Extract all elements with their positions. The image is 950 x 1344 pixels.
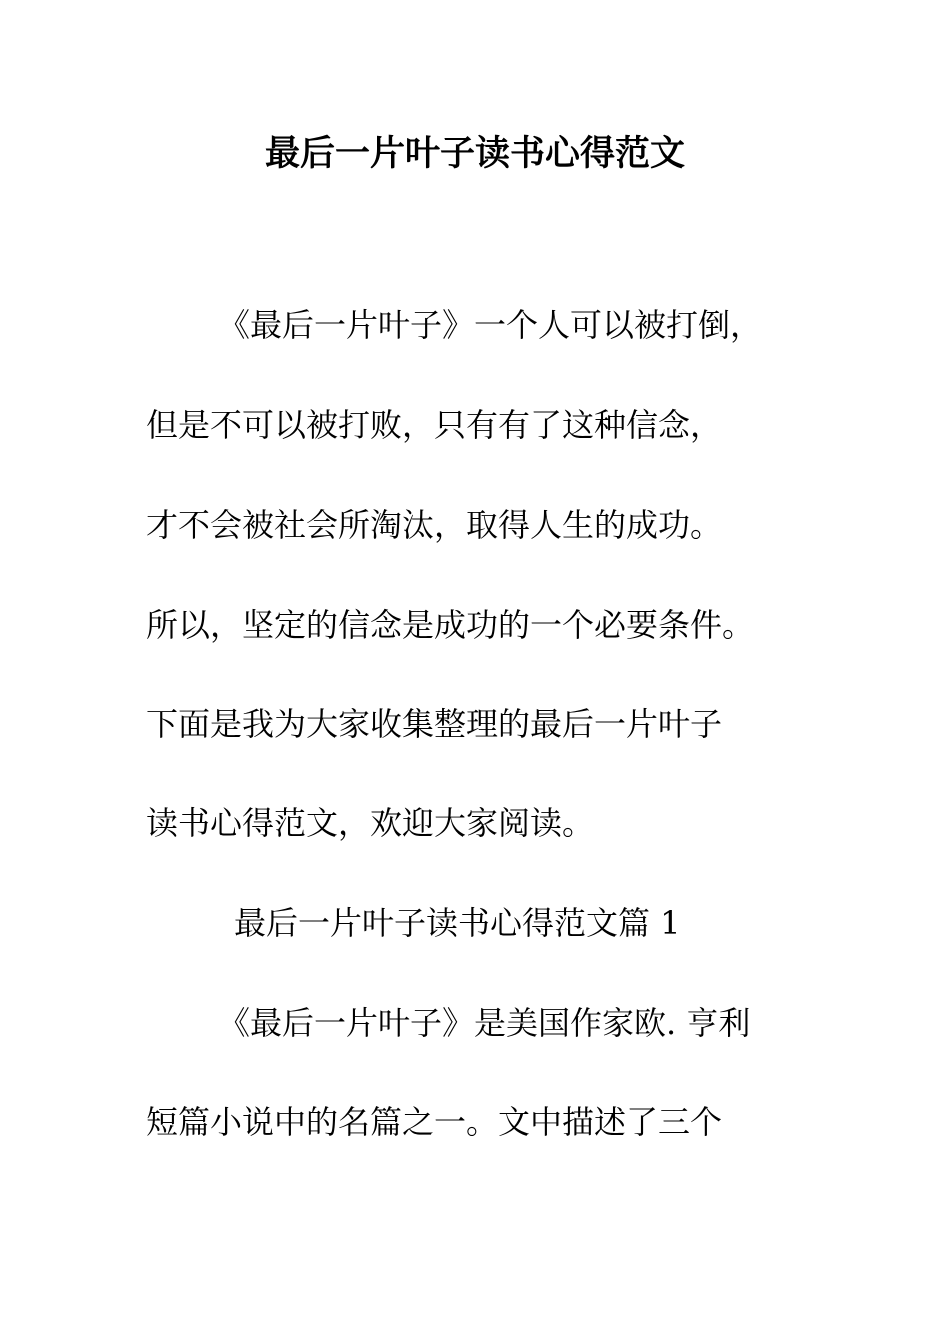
section-heading: 最后一片叶子读书心得范文篇 1 [234,904,681,942]
paragraph-line: 才不会被社会所淘汰，取得人生的成功。 [146,506,723,544]
paragraph-line: 读书心得范文，欢迎大家阅读。 [146,804,595,842]
paragraph-line: 《最后一片叶子》是美国作家欧. 亨利 [218,1004,751,1042]
paragraph-line: 但是不可以被打败，只有有了这种信念， [146,406,723,444]
paragraph-line: 短篇小说中的名篇之一。文中描述了三个 [146,1103,723,1141]
paragraph-line: 《最后一片叶子》一个人可以被打倒， [218,306,763,344]
paragraph-line: 下面是我为大家收集整理的最后一片叶子 [146,705,723,743]
paragraph-line: 所以，坚定的信念是成功的一个必要条件。 [146,606,755,644]
document-title: 最后一片叶子读书心得范文 [264,133,685,174]
